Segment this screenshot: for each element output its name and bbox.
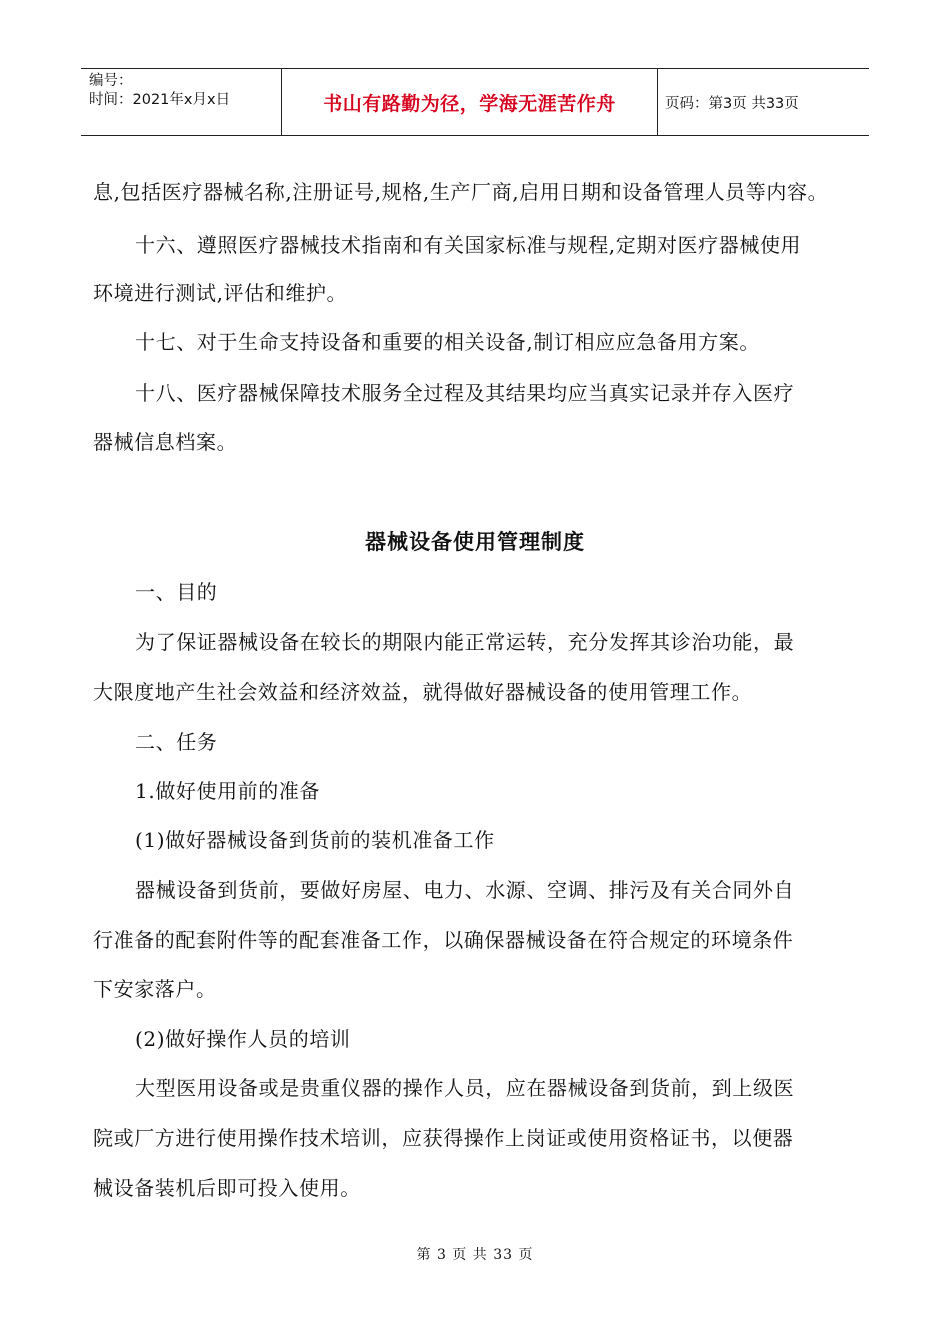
body-line: 一、目的 [135,580,218,604]
section-title: 器械设备使用管理制度 [365,530,585,554]
header-motto: 书山有路勤为径，学海无涯苦作舟 [282,69,658,135]
header-page-info: 页码：第3页 共33页 [665,95,799,112]
body-line: 器械信息档案。 [93,430,238,454]
body-line: (1)做好器械设备到货前的装机准备工作 [135,828,495,852]
body-line: 十七、对于生命支持设备和重要的相关设备,制订相应应急备用方案。 [135,330,760,354]
body-line: 十六、遵照医疗器械技术指南和有关国家标准与规程,定期对医疗器械使用 [135,233,802,257]
body-line: 下安家落户。 [93,977,217,1001]
document-number-label: 编号： [89,73,133,89]
body-line: 院或厂方进行使用操作技术培训，应获得操作上岗证或使用资格证书，以便器 [93,1126,794,1150]
body-line: 行准备的配套附件等的配套准备工作，以确保器械设备在符合规定的环境条件 [93,928,794,952]
body-line: 息,包括医疗器械名称,注册证号,规格,生产厂商,启用日期和设备管理人员等内容。 [93,180,829,204]
body-line: 器械设备到货前，要做好房屋、电力、水源、空调、排污及有关合同外自 [135,878,795,902]
body-line: 二、任务 [135,730,218,754]
body-line: 大限度地产生社会效益和经济效益，就得做好器械设备的使用管理工作。 [93,680,753,704]
body-line: 大型医用设备或是贵重仪器的操作人员，应在器械设备到货前，到上级医 [135,1076,795,1100]
body-line: 械设备装机后即可投入使用。 [93,1176,361,1200]
body-line: (2)做好操作人员的培训 [135,1027,351,1051]
page-footer: 第 3 页 共 33 页 [416,1247,534,1263]
page-header [81,68,869,136]
header-meta [81,69,282,135]
document-date: 时间：2021年x月x日 [89,92,231,108]
body-line: 1.做好使用前的准备 [135,779,321,803]
body-line: 十八、医疗器械保障技术服务全过程及其结果均应当真实记录并存入医疗 [135,381,795,405]
body-line: 为了保证器械设备在较长的期限内能正常运转，充分发挥其诊治功能，最 [135,630,795,654]
body-line: 环境进行测试,评估和维护。 [93,281,348,305]
